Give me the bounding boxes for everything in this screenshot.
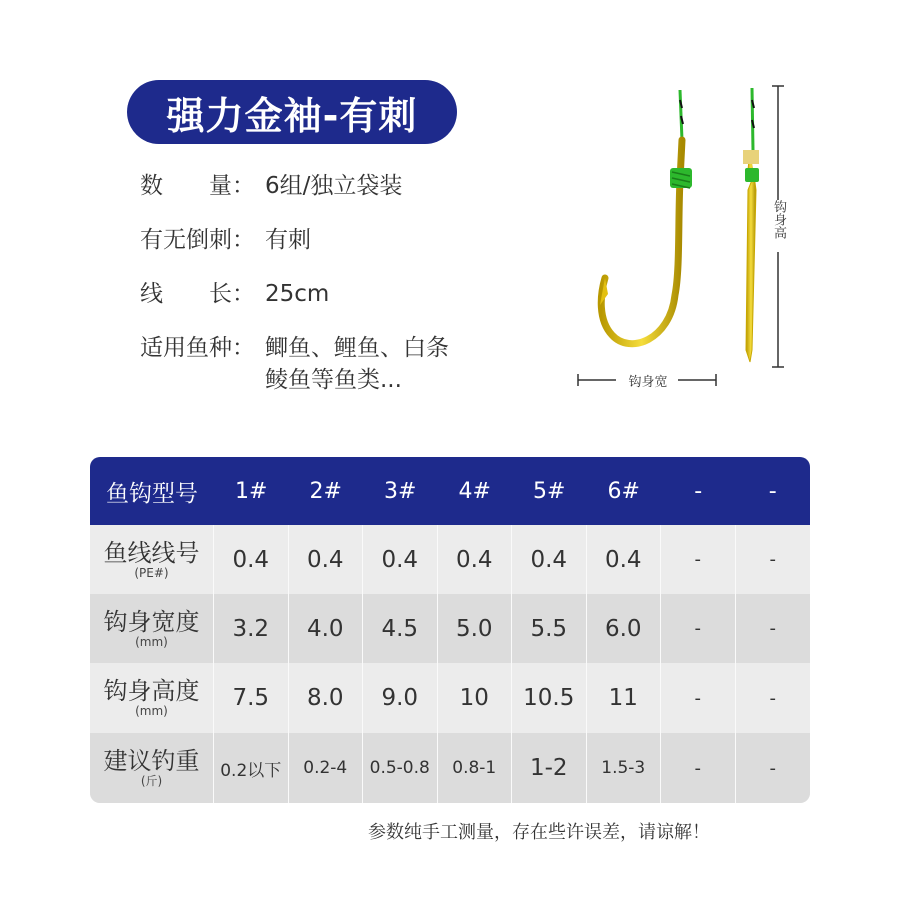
table-cell: 11 [587,663,662,733]
row-label-cell [90,525,214,594]
spec-value: 有刺 [265,227,311,253]
row-label: 鱼线线号 [103,538,200,567]
spec-key: 线 长： [140,281,255,307]
table-cell: 10.5 [512,663,587,733]
table-cell: - [769,618,776,639]
spec-key: 有无倒刺： [140,227,255,253]
table-cell: 1-2 [512,733,587,803]
table-header-row [90,457,810,525]
table-row [90,594,810,663]
spec-value: 6组/独立袋装 [265,173,403,199]
table-cell: 5.0 [438,594,513,663]
table-cell: 3.2 [214,594,289,663]
header-cell: 2# [309,478,342,504]
row-unit: (PE#) [134,565,169,580]
table-cell: 5.5 [512,594,587,663]
header-cell: - [694,478,703,504]
row-label: 钩身高度 [103,677,200,705]
header-cell: 5# [533,478,566,504]
table-cell: 0.8-1 [452,758,497,778]
spec-barb [140,224,311,256]
spec-value: 25cm [265,281,330,307]
header-cell: 4# [458,478,491,504]
spec-fish-species [140,332,449,396]
row-label-cell [90,663,214,733]
table-cell: 0.5-0.8 [369,758,430,778]
table-cell: 9.0 [363,663,438,733]
table-cell: 8.0 [289,663,364,733]
row-label: 钩身宽度 [103,607,200,636]
header-cell: 鱼钩型号 [106,480,198,507]
table-row [90,525,810,594]
hook-front-icon [600,90,692,344]
table-row [90,733,810,803]
row-unit: (mm) [135,704,168,718]
table-cell: - [769,757,776,779]
measurement-disclaimer: 参数纯手工测量，存在些许误差，请谅解！ [368,822,710,843]
row-unit: (斤) [140,774,163,788]
spec-line-length [140,278,329,310]
header-cell: 1# [235,478,268,504]
table-cell: 0.4 [512,525,587,594]
spec-table [90,457,810,803]
table-cell: 0.4 [289,525,364,594]
header-cell: 3# [384,478,417,504]
table-cell: - [661,733,736,803]
spec-value-line1: 鲫鱼、鲤鱼、白条 [265,335,449,361]
table-cell: 7.5 [214,663,289,733]
header-cell: - [768,478,777,504]
spec-key: 数 量： [140,173,255,199]
table-cell: - [661,663,736,733]
table-cell: 10 [438,663,513,733]
product-title: 强力金袖-有刺 [127,80,457,144]
spec-value [265,332,449,396]
table-row [90,663,810,733]
row-label: 建议钓重 [103,747,200,775]
row-label-cell [90,733,214,803]
table-cell: 0.4 [587,525,662,594]
table-cell: 0.2以下 [220,760,282,781]
hook-side-icon [743,88,759,362]
table-cell: 0.4 [214,525,289,594]
table-cell: 0.4 [363,525,438,594]
table-cell: 6.0 [587,594,662,663]
spec-quantity [140,170,402,202]
table-cell: 4.0 [289,594,364,663]
table-cell: 0.2-4 [303,758,348,778]
header-cell: 6# [607,478,640,504]
width-label: 钩身宽 [628,375,668,390]
table-cell: 4.5 [363,594,438,663]
spec-value-line2: 鲮鱼等鱼类... [265,367,402,393]
row-label-cell [90,594,214,663]
row-unit: (mm) [135,634,168,649]
table-cell: 1.5-3 [601,758,646,778]
spec-key: 适用鱼种： [140,335,255,361]
table-cell: 0.4 [438,525,513,594]
table-cell: - [769,549,776,570]
table-cell: - [661,594,736,663]
hook-diagram [560,80,800,400]
table-cell: - [661,525,736,594]
height-label: 钩身高 [771,200,786,239]
table-cell: - [769,687,776,709]
